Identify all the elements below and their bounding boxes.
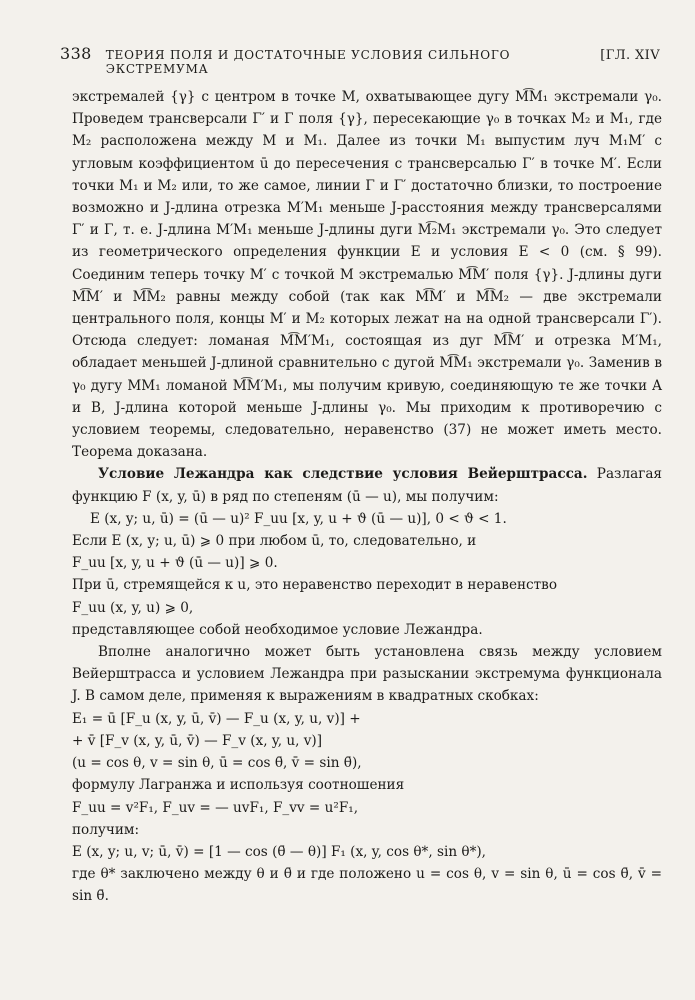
paragraph-6: Вполне аналогично может быть установлена связь между условием Вейерштрасса и условием Лежандра при разыскании экстремума функционала J. В самом деле, применяя к выражениям в квадратных скобках: — [72, 644, 662, 705]
chapter-label: [ГЛ. XIV — [600, 48, 660, 63]
page-header — [60, 44, 660, 76]
formula-3: F_uu (x, y, u) ⩾ 0, — [72, 599, 194, 616]
paragraph-5: представляющее собой необходимое условие Лежандра. — [72, 621, 483, 638]
paragraph-1: экстремалей {γ} с центром в точке M, охватывающее дугу M͡M₁ экстремали γ₀. Проведем трансверсали Γ′ и Γ поля {γ}, пересекающие γ₀ в точках M₂ и M₁, где M₂ расположена между M и M₁. Далее из точки M₁ выпустим луч M₁M′ с угловым коэффициентом ū до пересечения с трансверсалью Γ′ в точке M′. Если точки M₁ и M₂ или, то же самое, линии Γ и Γ′ достаточно близки, то построение возможно и J-длина отрезка M′M₁ меньше J-расстояния между трансверсалями Γ′ и Γ, т. е. J-длина M′M₁ меньше J-длины дуги M͡₂M₁ экстремали γ₀. Это следует из геометрического определения функции E и условия E < 0 (см. § 99). Соединим теперь точку M′ с точкой M экстремалью M͡M′ поля {γ}. J-длины дуги M͡M′ и M͡M₂ равны между собой (так как M͡M′ и M͡M₂ — две экстремали центрального поля, концы M′ и M₂ которых лежат на на одной трансверсали Γ′). Отсюда следует: ломаная M͡M′M₁, состоящая из дуг M͡M′ и отрезка M′M₁, обладает меньшей J-длиной сравнительно с дугой M͡M₁ экстремали γ₀. Заменив в γ₀ дугу MM₁ ломаной M͡M′M₁, мы получим кривую, соединяющую те же точки A и B, J-длина которой меньше J-длины γ₀. Мы приходим к противоречию с условием теоремы, следовательно, неравенство (37) не может иметь место. Теорема доказана. — [72, 89, 662, 461]
page-number: 338 — [60, 44, 92, 63]
paragraph-4: При ū, стремящейся к u, это неравенство переходит в неравенство — [72, 577, 558, 594]
formula-5: + v̄ [F_v (x, y, ū, v̄) — F_v (x, y, u, v)] — [72, 732, 323, 749]
paragraph-8: получим: — [72, 821, 140, 838]
formula-4: E₁ = ū [F_u (x, y, ū, v̄) — F_u (x, y, u, v)] + — [72, 710, 361, 727]
running-title: ТЕОРИЯ ПОЛЯ И ДОСТАТОЧНЫЕ УСЛОВИЯ СИЛЬНОГО ЭКСТРЕМУМА — [105, 48, 511, 76]
paragraph-2 — [72, 463, 662, 507]
paragraph-3: Если E (x, y; u, ū) ⩾ 0 при любом ū, то, следовательно, и — [72, 533, 477, 550]
formula-7: F_uu = v²F₁, F_uv = — uvF₁, F_vv = u²F₁, — [72, 799, 359, 816]
formula-8: E (x, y; u, v; ū, v̄) = [1 — cos (θ̄ — θ)] F₁ (x, y, cos θ*, sin θ*), — [72, 843, 486, 860]
paragraph-7: формулу Лагранжа и используя соотношения — [72, 777, 405, 794]
formula-1: E (x, y; u, ū) = (ū — u)² F_uu [x, y, u + ϑ (ū — u)], 0 < ϑ < 1. — [90, 510, 507, 527]
formula-2: F_uu [x, y, u + ϑ (ū — u)] ⩾ 0. — [72, 555, 278, 572]
page-body — [72, 86, 662, 908]
paragraph-2-text: Разлагая функцию F (x, y, ū) в ряд по степеням (ū — u), мы получим: — [72, 466, 663, 505]
paragraph-9: где θ* заключено между θ и θ̄ и где положено u = cos θ, v = sin θ, ū = cos θ̄, v̄ = sin θ̄. — [72, 866, 662, 905]
formula-6: (u = cos θ, v = sin θ, ū = cos θ̄, v̄ = sin θ̄), — [72, 755, 362, 772]
section-heading: Условие Лежандра как следствие условия Вейерштрасса. — [98, 466, 588, 483]
